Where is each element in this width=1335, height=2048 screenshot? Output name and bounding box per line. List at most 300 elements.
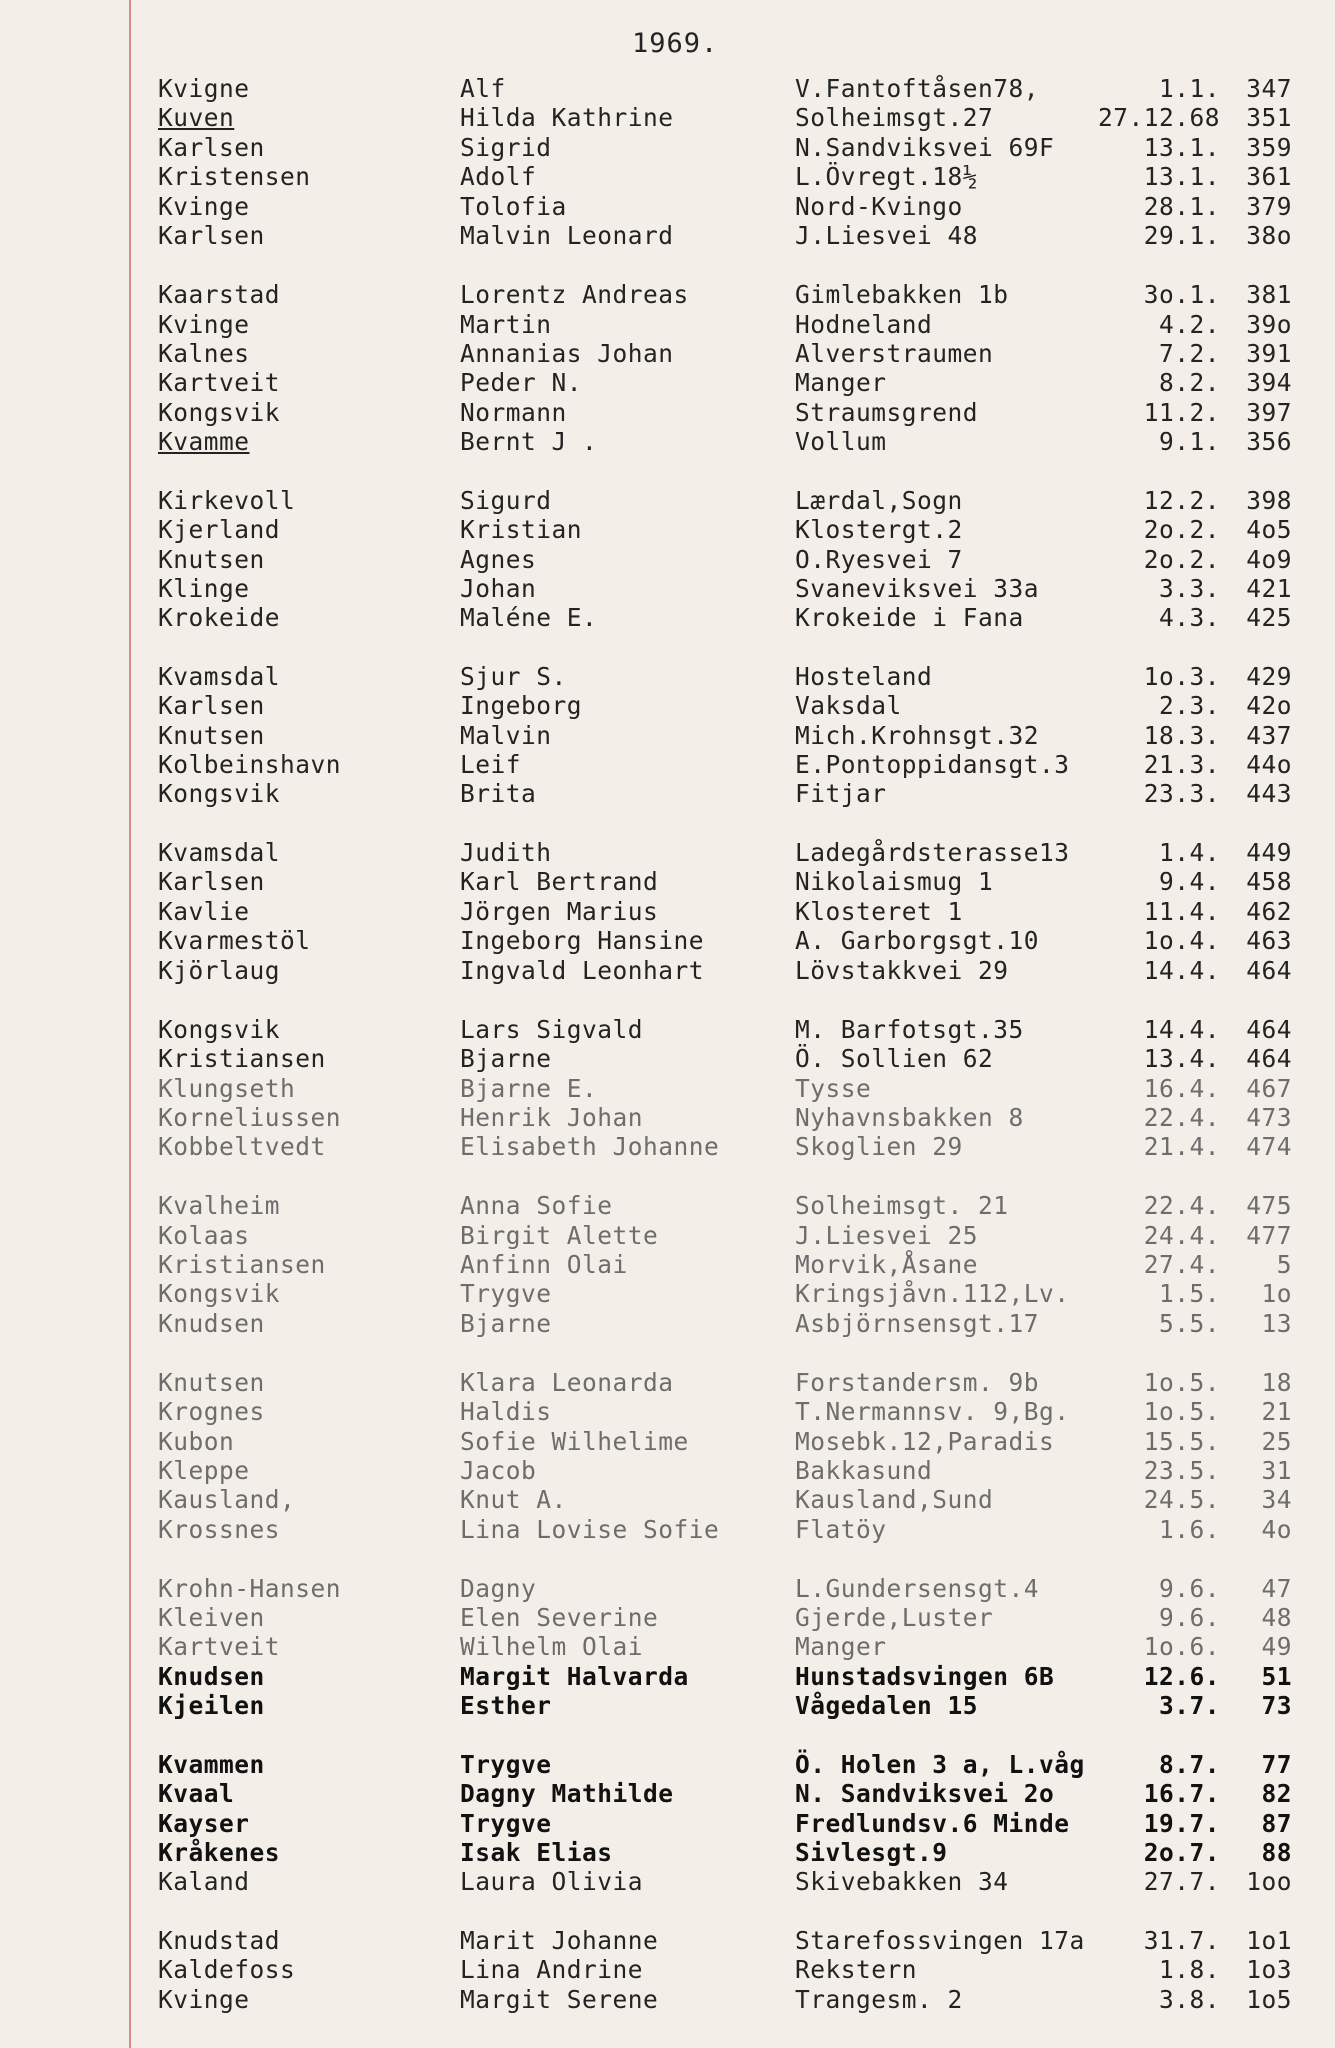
surname: Knudsen bbox=[158, 1662, 265, 1691]
address: Kringsjåvn.112,Lv. bbox=[795, 1279, 1070, 1308]
entry-number: 48 bbox=[1261, 1603, 1292, 1632]
surname: Kvinge bbox=[158, 1985, 250, 2014]
date: 9.6. bbox=[1158, 1574, 1220, 1603]
surname: Knudsen bbox=[158, 1309, 265, 1338]
register-row bbox=[0, 1044, 1335, 1074]
surname: Kleppe bbox=[158, 1456, 250, 1485]
date: 12.2. bbox=[1143, 486, 1220, 515]
given-names: Sigurd bbox=[460, 486, 552, 515]
surname: Kjörlaug bbox=[158, 956, 281, 985]
date: 2o.2. bbox=[1143, 515, 1220, 544]
date: 8.2. bbox=[1158, 368, 1220, 397]
entry-number: 359 bbox=[1246, 133, 1292, 162]
address: Fitjar bbox=[795, 779, 887, 808]
entry-number: 474 bbox=[1246, 1132, 1292, 1161]
surname: Kristensen bbox=[158, 162, 311, 191]
date: 29.1. bbox=[1143, 221, 1220, 250]
given-names: Marit Johanne bbox=[460, 1926, 659, 1955]
given-names: Bernt J . bbox=[460, 427, 598, 456]
date: 21.4. bbox=[1143, 1132, 1220, 1161]
address: Fredlundsv.6 Minde bbox=[795, 1809, 1070, 1838]
register-row bbox=[0, 1191, 1335, 1221]
surname: Kjeilen bbox=[158, 1691, 265, 1720]
register-row bbox=[0, 1867, 1335, 1897]
register-row bbox=[0, 398, 1335, 428]
surname: Kalnes bbox=[158, 339, 250, 368]
address: Klostergt.2 bbox=[795, 515, 963, 544]
surname: Kobbeltvedt bbox=[158, 1132, 326, 1161]
entry-number: 42o bbox=[1246, 691, 1292, 720]
entry-number: 473 bbox=[1246, 1103, 1292, 1132]
given-names: Maléne E. bbox=[460, 603, 598, 632]
surname: Kjerland bbox=[158, 515, 281, 544]
address: Lærdal,Sogn bbox=[795, 486, 963, 515]
entry-number: 458 bbox=[1246, 867, 1292, 896]
given-names: Elisabeth Johanne bbox=[460, 1132, 720, 1161]
register-row bbox=[0, 1809, 1335, 1839]
surname: Kongsvik bbox=[158, 1279, 281, 1308]
entry-number: 4o5 bbox=[1246, 515, 1292, 544]
given-names: Lars Sigvald bbox=[460, 1015, 644, 1044]
date: 5.5. bbox=[1158, 1309, 1220, 1338]
register-row bbox=[0, 1662, 1335, 1692]
given-names: Judith bbox=[460, 838, 552, 867]
address: L.Gundersensgt.4 bbox=[795, 1574, 1040, 1603]
date: 9.4. bbox=[1158, 867, 1220, 896]
date: 1.5. bbox=[1158, 1279, 1220, 1308]
date: 3o.1. bbox=[1143, 280, 1220, 309]
surname: Kongsvik bbox=[158, 398, 281, 427]
register-row bbox=[0, 1926, 1335, 1956]
date: 3.3. bbox=[1158, 574, 1220, 603]
address: E.Pontoppidansgt.3 bbox=[795, 750, 1070, 779]
address: A. Garborgsgt.10 bbox=[795, 926, 1040, 955]
register-row bbox=[0, 1485, 1335, 1515]
given-names: Klara Leonarda bbox=[460, 1368, 674, 1397]
address: N. Sandviksvei 2o bbox=[795, 1779, 1055, 1808]
address: J.Liesvei 25 bbox=[795, 1221, 979, 1250]
entry-number: 443 bbox=[1246, 779, 1292, 808]
register-row bbox=[0, 867, 1335, 897]
entry-number: 77 bbox=[1261, 1750, 1292, 1779]
surname: Kvamsdal bbox=[158, 838, 281, 867]
entry-number: 88 bbox=[1261, 1838, 1292, 1867]
surname: Krognes bbox=[158, 1397, 265, 1426]
given-names: Kristian bbox=[460, 515, 583, 544]
given-names: Ingeborg Hansine bbox=[460, 926, 705, 955]
surname: Karlsen bbox=[158, 691, 265, 720]
entry-number: 1oo bbox=[1246, 1867, 1292, 1896]
given-names: Peder N. bbox=[460, 368, 583, 397]
given-names: Dagny Mathilde bbox=[460, 1779, 674, 1808]
register-row bbox=[0, 1427, 1335, 1457]
date: 8.7. bbox=[1158, 1750, 1220, 1779]
entry-number: 34 bbox=[1261, 1485, 1292, 1514]
address: Sivlesgt.9 bbox=[795, 1838, 948, 1867]
entry-number: 462 bbox=[1246, 897, 1292, 926]
given-names: Annanias Johan bbox=[460, 339, 674, 368]
register-row bbox=[0, 1515, 1335, 1545]
given-names: Jörgen Marius bbox=[460, 897, 659, 926]
address: T.Nermannsv. 9,Bg. bbox=[795, 1397, 1070, 1426]
address: Morvik,Åsane bbox=[795, 1250, 979, 1279]
address: Ö. Holen 3 a, L.våg bbox=[795, 1750, 1085, 1779]
surname: Kvarmestöl bbox=[158, 926, 311, 955]
date: 7.2. bbox=[1158, 339, 1220, 368]
surname: Kvinge bbox=[158, 192, 250, 221]
entry-number: 356 bbox=[1246, 427, 1292, 456]
entry-number: 397 bbox=[1246, 398, 1292, 427]
entry-number: 1o5 bbox=[1246, 1985, 1292, 2014]
entry-number: 1o bbox=[1261, 1279, 1292, 1308]
register-row bbox=[0, 1456, 1335, 1486]
surname: Karlsen bbox=[158, 133, 265, 162]
date: 27.7. bbox=[1143, 1867, 1220, 1896]
surname: Kartveit bbox=[158, 368, 281, 397]
address: Bakkasund bbox=[795, 1456, 933, 1485]
surname: Kvalheim bbox=[158, 1191, 281, 1220]
given-names: Lorentz Andreas bbox=[460, 280, 689, 309]
entry-number: 47 bbox=[1261, 1574, 1292, 1603]
address: Solheimsgt. 21 bbox=[795, 1191, 1009, 1220]
register-row bbox=[0, 1985, 1335, 2015]
register-row bbox=[0, 750, 1335, 780]
date: 27.12.68 bbox=[1097, 103, 1220, 132]
register-row bbox=[0, 603, 1335, 633]
register-row bbox=[0, 1221, 1335, 1251]
surname: Kvigne bbox=[158, 74, 250, 103]
given-names: Adolf bbox=[460, 162, 537, 191]
given-names: Martin bbox=[460, 310, 552, 339]
register-row bbox=[0, 1779, 1335, 1809]
entry-number: 449 bbox=[1246, 838, 1292, 867]
given-names: Normann bbox=[460, 398, 567, 427]
surname: Kvamme bbox=[158, 427, 250, 456]
given-names: Lina Lovise Sofie bbox=[460, 1515, 720, 1544]
given-names: Birgit Alette bbox=[460, 1221, 659, 1250]
surname: Karlsen bbox=[158, 221, 265, 250]
entry-number: 1o1 bbox=[1246, 1926, 1292, 1955]
given-names: Leif bbox=[460, 750, 522, 779]
given-names: Bjarne bbox=[460, 1309, 552, 1338]
date: 22.4. bbox=[1143, 1191, 1220, 1220]
entry-number: 464 bbox=[1246, 1044, 1292, 1073]
date: 1o.6. bbox=[1143, 1632, 1220, 1661]
address: Alverstraumen bbox=[795, 339, 994, 368]
surname: Kaarstad bbox=[158, 280, 281, 309]
surname: Kayser bbox=[158, 1809, 250, 1838]
surname: Kausland, bbox=[158, 1485, 296, 1514]
date: 14.4. bbox=[1143, 1015, 1220, 1044]
address: Forstandersm. 9b bbox=[795, 1368, 1040, 1397]
given-names: Hilda Kathrine bbox=[460, 103, 674, 132]
address: Vågedalen 15 bbox=[795, 1691, 979, 1720]
entry-number: 398 bbox=[1246, 486, 1292, 515]
address: Svaneviksvei 33a bbox=[795, 574, 1040, 603]
address: Mosebk.12,Paradis bbox=[795, 1427, 1055, 1456]
surname: Krokeide bbox=[158, 603, 281, 632]
address: Ladegårdsterasse13 bbox=[795, 838, 1070, 867]
address: Asbjörnsensgt.17 bbox=[795, 1309, 1040, 1338]
address: Vollum bbox=[795, 427, 887, 456]
address: Starefossvingen 17a bbox=[795, 1926, 1085, 1955]
address: Skivebakken 34 bbox=[795, 1867, 1009, 1896]
register-row bbox=[0, 721, 1335, 751]
surname: Knudstad bbox=[158, 1926, 281, 1955]
register-row bbox=[0, 515, 1335, 545]
entry-number: 1o3 bbox=[1246, 1955, 1292, 1984]
address: N.Sandviksvei 69F bbox=[795, 133, 1055, 162]
register-row bbox=[0, 1103, 1335, 1133]
given-names: Sigrid bbox=[460, 133, 552, 162]
entry-number: 425 bbox=[1246, 603, 1292, 632]
surname: Kristiansen bbox=[158, 1044, 326, 1073]
address: Solheimsgt.27 bbox=[795, 103, 994, 132]
date: 11.2. bbox=[1143, 398, 1220, 427]
given-names: Johan bbox=[460, 574, 537, 603]
surname: Kirkevoll bbox=[158, 486, 296, 515]
date: 23.5. bbox=[1143, 1456, 1220, 1485]
surname: Karlsen bbox=[158, 867, 265, 896]
address: Flatöy bbox=[795, 1515, 887, 1544]
register-row bbox=[0, 779, 1335, 809]
address: Manger bbox=[795, 368, 887, 397]
given-names: Trygve bbox=[460, 1809, 552, 1838]
address: Gjerde,Luster bbox=[795, 1603, 994, 1632]
entry-number: 4o bbox=[1261, 1515, 1292, 1544]
address: Hodneland bbox=[795, 310, 933, 339]
given-names: Bjarne E. bbox=[460, 1074, 598, 1103]
surname: Kaland bbox=[158, 1867, 250, 1896]
register-row bbox=[0, 133, 1335, 163]
register-row bbox=[0, 280, 1335, 310]
surname: Kristiansen bbox=[158, 1250, 326, 1279]
address: Straumsgrend bbox=[795, 398, 979, 427]
surname: Klinge bbox=[158, 574, 250, 603]
date: 1.8. bbox=[1158, 1955, 1220, 1984]
date: 1o.4. bbox=[1143, 926, 1220, 955]
date: 23.3. bbox=[1143, 779, 1220, 808]
surname: Klungseth bbox=[158, 1074, 296, 1103]
address: Ö. Sollien 62 bbox=[795, 1044, 994, 1073]
given-names: Jacob bbox=[460, 1456, 537, 1485]
surname: Kleiven bbox=[158, 1603, 265, 1632]
register-row bbox=[0, 486, 1335, 516]
entry-number: 379 bbox=[1246, 192, 1292, 221]
register-row bbox=[0, 1279, 1335, 1309]
register-row bbox=[0, 838, 1335, 868]
address: Nikolaismug 1 bbox=[795, 867, 994, 896]
surname: Kongsvik bbox=[158, 779, 281, 808]
given-names: Esther bbox=[460, 1691, 552, 1720]
given-names: Sofie Wilhelime bbox=[460, 1427, 689, 1456]
date: 1.4. bbox=[1158, 838, 1220, 867]
date: 3.7. bbox=[1158, 1691, 1220, 1720]
register-row bbox=[0, 1691, 1335, 1721]
given-names: Alf bbox=[460, 74, 506, 103]
surname: Kolbeinshavn bbox=[158, 750, 342, 779]
date: 16.4. bbox=[1143, 1074, 1220, 1103]
register-row bbox=[0, 1309, 1335, 1339]
surname: Kråkenes bbox=[158, 1838, 281, 1867]
given-names: Ingvald Leonhart bbox=[460, 956, 705, 985]
date: 4.2. bbox=[1158, 310, 1220, 339]
register-row bbox=[0, 574, 1335, 604]
register-row bbox=[0, 691, 1335, 721]
register-row bbox=[0, 1838, 1335, 1868]
address: Hosteland bbox=[795, 662, 933, 691]
date: 24.5. bbox=[1143, 1485, 1220, 1514]
entry-number: 463 bbox=[1246, 926, 1292, 955]
surname: Krohn-Hansen bbox=[158, 1574, 342, 1603]
given-names: Knut A. bbox=[460, 1485, 567, 1514]
given-names: Trygve bbox=[460, 1750, 552, 1779]
surname: Kvamsdal bbox=[158, 662, 281, 691]
given-names: Tolofia bbox=[460, 192, 567, 221]
date: 11.4. bbox=[1143, 897, 1220, 926]
register-row bbox=[0, 662, 1335, 692]
given-names: Henrik Johan bbox=[460, 1103, 644, 1132]
register-row bbox=[0, 1955, 1335, 1985]
entry-number: 464 bbox=[1246, 1015, 1292, 1044]
register-row bbox=[0, 310, 1335, 340]
register-row bbox=[0, 1015, 1335, 1045]
date: 2o.2. bbox=[1143, 545, 1220, 574]
register-row bbox=[0, 339, 1335, 369]
given-names: Brita bbox=[460, 779, 537, 808]
entry-number: 4o9 bbox=[1246, 545, 1292, 574]
given-names: Elen Severine bbox=[460, 1603, 659, 1632]
surname: Kvinge bbox=[158, 310, 250, 339]
date: 13.1. bbox=[1143, 162, 1220, 191]
entry-number: 87 bbox=[1261, 1809, 1292, 1838]
date: 9.1. bbox=[1158, 427, 1220, 456]
register-row bbox=[0, 74, 1335, 104]
date: 16.7. bbox=[1143, 1779, 1220, 1808]
date: 2o.7. bbox=[1143, 1838, 1220, 1867]
entry-number: 39o bbox=[1246, 310, 1292, 339]
address: M. Barfotsgt.35 bbox=[795, 1015, 1024, 1044]
address: Kausland,Sund bbox=[795, 1485, 994, 1514]
register-row bbox=[0, 956, 1335, 986]
entry-number: 44o bbox=[1246, 750, 1292, 779]
date: 15.5. bbox=[1143, 1427, 1220, 1456]
entry-number: 38o bbox=[1246, 221, 1292, 250]
surname: Krossnes bbox=[158, 1515, 281, 1544]
date: 1.6. bbox=[1158, 1515, 1220, 1544]
address: Nyhavnsbakken 8 bbox=[795, 1103, 1024, 1132]
given-names: Margit Serene bbox=[460, 1985, 659, 2014]
address: Tysse bbox=[795, 1074, 872, 1103]
address: Nord-Kvingo bbox=[795, 192, 963, 221]
date: 19.7. bbox=[1143, 1809, 1220, 1838]
address: Manger bbox=[795, 1632, 887, 1661]
given-names: Margit Halvarda bbox=[460, 1662, 689, 1691]
given-names: Karl Bertrand bbox=[460, 867, 659, 896]
given-names: Laura Olivia bbox=[460, 1867, 644, 1896]
given-names: Sjur S. bbox=[460, 662, 567, 691]
entry-number: 467 bbox=[1246, 1074, 1292, 1103]
date: 18.3. bbox=[1143, 721, 1220, 750]
date: 1o.5. bbox=[1143, 1368, 1220, 1397]
entry-number: 51 bbox=[1261, 1662, 1292, 1691]
entry-number: 475 bbox=[1246, 1191, 1292, 1220]
register-row bbox=[0, 221, 1335, 251]
given-names: Isak Elias bbox=[460, 1838, 613, 1867]
date: 14.4. bbox=[1143, 956, 1220, 985]
surname: Knutsen bbox=[158, 721, 265, 750]
given-names: Lina Andrine bbox=[460, 1955, 644, 1984]
given-names: Anfinn Olai bbox=[460, 1250, 628, 1279]
entry-number: 25 bbox=[1261, 1427, 1292, 1456]
entry-number: 31 bbox=[1261, 1456, 1292, 1485]
date: 13.4. bbox=[1143, 1044, 1220, 1073]
register-row bbox=[0, 1250, 1335, 1280]
register-row bbox=[0, 545, 1335, 575]
register-row bbox=[0, 1397, 1335, 1427]
register-row bbox=[0, 1132, 1335, 1162]
surname: Kuven bbox=[158, 103, 235, 132]
date: 28.1. bbox=[1143, 192, 1220, 221]
page-year-heading: 1969. bbox=[632, 28, 719, 59]
surname: Kavlie bbox=[158, 897, 250, 926]
date: 24.4. bbox=[1143, 1221, 1220, 1250]
date: 13.1. bbox=[1143, 133, 1220, 162]
surname: Kolaas bbox=[158, 1221, 250, 1250]
date: 4.3. bbox=[1158, 603, 1220, 632]
entry-number: 73 bbox=[1261, 1691, 1292, 1720]
given-names: Agnes bbox=[460, 545, 537, 574]
register-row bbox=[0, 897, 1335, 927]
address: Klosteret 1 bbox=[795, 897, 963, 926]
surname: Knutsen bbox=[158, 545, 265, 574]
date: 1.1. bbox=[1158, 74, 1220, 103]
entry-number: 391 bbox=[1246, 339, 1292, 368]
address: Lövstakkvei 29 bbox=[795, 956, 1009, 985]
date: 1o.5. bbox=[1143, 1397, 1220, 1426]
entry-number: 21 bbox=[1261, 1397, 1292, 1426]
address: Mich.Krohnsgt.32 bbox=[795, 721, 1040, 750]
date: 31.7. bbox=[1143, 1926, 1220, 1955]
register-row bbox=[0, 926, 1335, 956]
entry-number: 347 bbox=[1246, 74, 1292, 103]
address: Hunstadsvingen 6B bbox=[795, 1662, 1055, 1691]
address: J.Liesvei 48 bbox=[795, 221, 979, 250]
surname: Korneliussen bbox=[158, 1103, 342, 1132]
address: L.Övregt.18½ bbox=[795, 162, 979, 191]
given-names: Malvin Leonard bbox=[460, 221, 674, 250]
date: 2.3. bbox=[1158, 691, 1220, 720]
address: Trangesm. 2 bbox=[795, 1985, 963, 2014]
surname: Kvaal bbox=[158, 1779, 235, 1808]
date: 22.4. bbox=[1143, 1103, 1220, 1132]
register-row bbox=[0, 1574, 1335, 1604]
surname: Knutsen bbox=[158, 1368, 265, 1397]
address: O.Ryesvei 7 bbox=[795, 545, 963, 574]
date: 1o.3. bbox=[1143, 662, 1220, 691]
address: Skoglien 29 bbox=[795, 1132, 963, 1161]
address: Gimlebakken 1b bbox=[795, 280, 1009, 309]
address: Rekstern bbox=[795, 1955, 918, 1984]
register-row bbox=[0, 192, 1335, 222]
entry-number: 18 bbox=[1261, 1368, 1292, 1397]
address: V.Fantoftåsen78, bbox=[795, 74, 1040, 103]
given-names: Dagny bbox=[460, 1574, 537, 1603]
surname: Kvammen bbox=[158, 1750, 265, 1779]
entry-number: 394 bbox=[1246, 368, 1292, 397]
date: 21.3. bbox=[1143, 750, 1220, 779]
register-row bbox=[0, 1074, 1335, 1104]
